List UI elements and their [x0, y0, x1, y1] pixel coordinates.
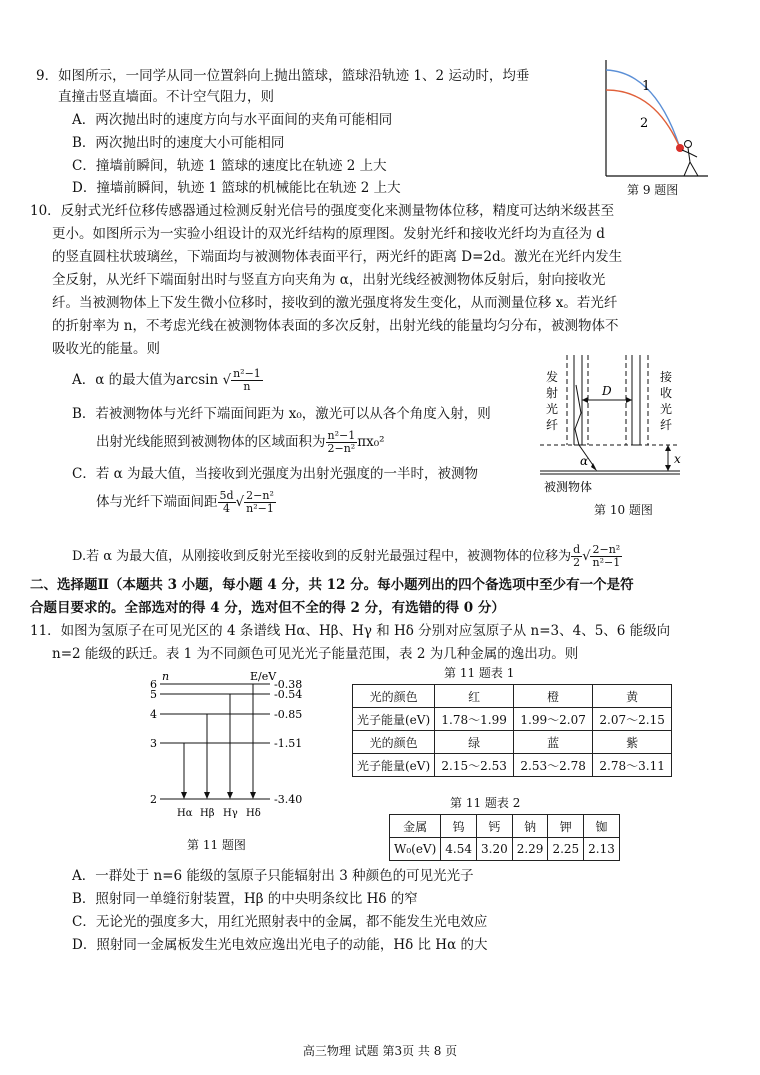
q10-emit-4: 纤 — [546, 418, 559, 432]
table2-caption: 第 11 题表 2 — [450, 796, 521, 810]
level-2-n: 2 — [150, 793, 157, 806]
q10-caption: 第 10 题图 — [594, 503, 653, 517]
table1-cell: 紫 — [593, 731, 672, 754]
q10-figure — [540, 355, 720, 495]
table1-cell: 绿 — [435, 731, 514, 754]
q9-option-b: B．两次抛出时的速度大小可能相同 — [72, 135, 285, 151]
q10-alpha-label: α — [580, 454, 589, 468]
q10-option-a-text: A．α 的最大值为arcsin — [72, 372, 219, 388]
table2-cell: 2.29 — [512, 838, 548, 861]
table2-cell: 钙 — [477, 815, 513, 838]
table1-row — [353, 754, 672, 777]
q11-line-1: 11．如图为氢原子在可见光区的 4 条谱线 Hα、Hβ、Hγ 和 Hδ 分别对应氢原子从 n=3、4、5、6 能级向 — [30, 623, 671, 639]
q10-emit-2: 射 — [546, 386, 559, 400]
level-3-e: -1.51 — [274, 737, 303, 750]
q10-d-label: D — [602, 384, 612, 398]
section2-line-1: 二、选择题Ⅱ（本题共 3 小题，每小题 4 分，共 12 分。每小题列出的四个备选项中至少有一个是符 — [30, 577, 634, 593]
table1-cell: 1.99～2.07 — [514, 708, 593, 731]
table1-cell: 2.15～2.53 — [435, 754, 514, 777]
q10-b-text: 出射光线能照到被测物体的区域面积为 — [96, 434, 326, 450]
q10-option-b: B．若被测物体与光纤下端面间距为 x₀，激光可以从各个角度入射，则 — [72, 406, 491, 422]
table1-cell: 光的颜色 — [353, 731, 435, 754]
table2-cell: 钾 — [548, 815, 584, 838]
table1-cell: 光的颜色 — [353, 685, 435, 708]
h-delta-label: Hδ — [246, 808, 261, 819]
q10-line-6: 的折射率为 n，不考虑光线在被测物体表面的多次反射，出射光线的能量均匀分布，被测物体不 — [52, 318, 619, 334]
q10-b-den: 2−n² — [327, 442, 356, 455]
level-5-n: 5 — [150, 688, 157, 701]
q10-line-1: 10．反射式光纤位移传感器通过检测反射光信号的强度变化来测量物体位移，精度可达纳米级甚至 — [30, 203, 615, 219]
table1-cell: 黄 — [593, 685, 672, 708]
energy-level-diagram — [140, 668, 325, 828]
table2-cell: 钨 — [441, 815, 477, 838]
q10-option-c-2: 体与光纤下端面间距 $\frac{5d}{4}$ √ $\frac{\text{2−n²}}{\text{n²−1}}$ — [96, 489, 274, 515]
q10-line-7: 吸收光的能量。则 — [52, 341, 160, 357]
q10-recv-2: 收 — [660, 386, 673, 400]
table1-row — [353, 685, 672, 708]
page-footer: 高三物理 试题 第3页 共 8 页 — [302, 1044, 458, 1058]
q10-a-num: n²−1 — [233, 367, 261, 380]
table2-cell: 钠 — [512, 815, 548, 838]
table2-cell: 金属 — [390, 815, 441, 838]
q9-label-1: 1 — [642, 79, 651, 94]
q10-recv-3: 光 — [660, 402, 673, 416]
q10-option-d: D.若 α 为最大值，从刚接收到反射光至接收到的反射光最强过程中，被测物体的位移为 $\frac{d}{2}$ √ $\frac{\text{2−n²}}{\text{n²−1}}$ — [72, 543, 621, 569]
q10-d-num1: d — [573, 543, 581, 556]
level-6-n: 6 — [150, 678, 157, 691]
q10-c-den1: 4 — [223, 502, 231, 515]
table1-cell: 光子能量(eV) — [353, 708, 435, 731]
q10-c-den2: n²−1 — [246, 502, 274, 515]
q10-recv-4: 纤 — [660, 418, 673, 432]
q11-option-b: B．照射同一单缝衍射装置，Hβ 的中央明条纹比 Hδ 的窄 — [72, 891, 418, 907]
q9-option-c: C．撞墙前瞬间，轨迹 1 篮球的速度比在轨迹 2 上大 — [72, 158, 387, 174]
q11-option-c: C．无论光的强度多大，用红光照射表中的金属，都不能发生光电效应 — [72, 914, 488, 930]
q10-a-den: n — [243, 380, 251, 393]
q10-c-num2: 2−n² — [246, 489, 274, 502]
q9-line-1: 9．如图所示，一同学从同一位置斜向上抛出篮球，篮球沿轨迹 1、2 运动时，均垂 — [36, 68, 530, 84]
q9-line-2: 直撞击竖直墙面。不计空气阻力，则 — [58, 89, 274, 105]
level-4-e: -0.85 — [274, 708, 303, 721]
table1-cell: 2.07～2.15 — [593, 708, 672, 731]
q9-option-a: A．两次抛出时的速度方向与水平面间的夹角可能相同 — [72, 112, 393, 128]
q11-option-a: A．一群处于 n=6 能级的氢原子只能辐射出 3 种颜色的可见光光子 — [72, 868, 474, 884]
q9-caption: 第 9 题图 — [627, 183, 679, 197]
h-gamma-label: Hγ — [223, 808, 238, 819]
q10-d-num2: 2−n² — [592, 543, 621, 556]
level-5-e: -0.54 — [274, 688, 303, 701]
q10-line-3: 的竖直圆柱状玻璃丝，下端面均与被测物体表面平行，两光纤的距离 D=2d。激光在光纤内发生 — [52, 249, 623, 265]
table2 — [389, 814, 620, 861]
energy-e-label: E/eV — [250, 670, 277, 683]
table2-cell: 2.13 — [584, 838, 620, 861]
q9-figure — [600, 60, 712, 180]
table2-cell: W₀(eV) — [390, 838, 441, 861]
level-2-e: -3.40 — [274, 793, 303, 806]
q10-recv-1: 接 — [660, 370, 673, 384]
h-beta-label: Hβ — [200, 808, 215, 819]
section2-line-2: 合题目要求的。全部选对的得 4 分，选对但不全的得 2 分，有选错的得 0 分） — [30, 600, 505, 616]
q10-b-num: n²−1 — [327, 429, 356, 442]
table1-cell: 橙 — [514, 685, 593, 708]
table2-cell: 4.54 — [441, 838, 477, 861]
level-4-n: 4 — [150, 708, 157, 721]
q10-option-c: C．若 α 为最大值，当接收到光强度为出射光强度的一半时，被测物 — [72, 466, 479, 482]
q10-c-text: 体与光纤下端面间距 — [96, 494, 218, 510]
q10-option-a: A．α 的最大值为arcsin √ $\frac{\text{n²−1}}{n}$ — [72, 367, 261, 393]
energy-caption: 第 11 题图 — [187, 838, 246, 852]
q10-line-2: 更小。如图所示为一实验小组设计的双光纤结构的原理图。发射光纤和接收光纤均为直径为 d — [52, 226, 605, 242]
table1-cell: 红 — [435, 685, 514, 708]
table2-cell: 3.20 — [477, 838, 513, 861]
q10-d-den2: n²−1 — [592, 556, 621, 569]
q10-line-4: 全反射，从光纤下端面射出时与竖直方向夹角为 α，出射光线经被测物体反射后，射向接收光 — [52, 272, 606, 288]
table2-row — [390, 838, 620, 861]
q10-emit-1: 发 — [546, 370, 559, 384]
q10-line-5: 纤。当被测物体上下发生微小位移时，接收到的激光强度将发生变化，从而测量位移 x。若光纤 — [52, 295, 618, 311]
table2-cell: 铷 — [584, 815, 620, 838]
table1-cell: 2.78～3.11 — [593, 754, 672, 777]
q10-emit-3: 光 — [546, 402, 559, 416]
level-3-n: 3 — [150, 737, 157, 750]
q10-d-text: D.若 α 为最大值，从刚接收到反射光至接收到的反射光最强过程中，被测物体的位移为 — [72, 549, 572, 564]
table1-cell: 1.78～1.99 — [435, 708, 514, 731]
q11-line-2: n=2 能级的跃迁。表 1 为不同颜色可见光光子能量范围，表 2 为几种金属的逸出功。则 — [52, 646, 579, 662]
energy-n-label: n — [162, 670, 170, 683]
q10-x-label: x — [674, 452, 681, 466]
q10-c-num1: 5d — [219, 489, 234, 502]
q10-object-label: 被测物体 — [544, 480, 593, 494]
level-6-e: -0.38 — [274, 678, 303, 691]
q10-d-den1: 2 — [573, 556, 581, 569]
table1-caption: 第 11 题表 1 — [444, 666, 515, 680]
q10-b-post: πx₀² — [357, 434, 385, 450]
table1-row — [353, 731, 672, 754]
q10-option-b-2 — [96, 430, 385, 455]
table2-row — [390, 815, 620, 838]
table1-cell: 蓝 — [514, 731, 593, 754]
h-alpha-label: Hα — [177, 808, 193, 819]
q11-option-d: D．照射同一金属板发生光电效应逸出光电子的动能，Hδ 比 Hα 的大 — [72, 937, 488, 953]
table1-row — [353, 708, 672, 731]
table1-cell: 光子能量(eV) — [353, 754, 435, 777]
table1-cell: 2.53～2.78 — [514, 754, 593, 777]
q9-label-2: 2 — [640, 116, 649, 131]
table1 — [352, 684, 672, 777]
q9-option-d: D．撞墙前瞬间，轨迹 1 篮球的机械能比在轨迹 2 上大 — [72, 180, 401, 196]
table2-cell: 2.25 — [548, 838, 584, 861]
